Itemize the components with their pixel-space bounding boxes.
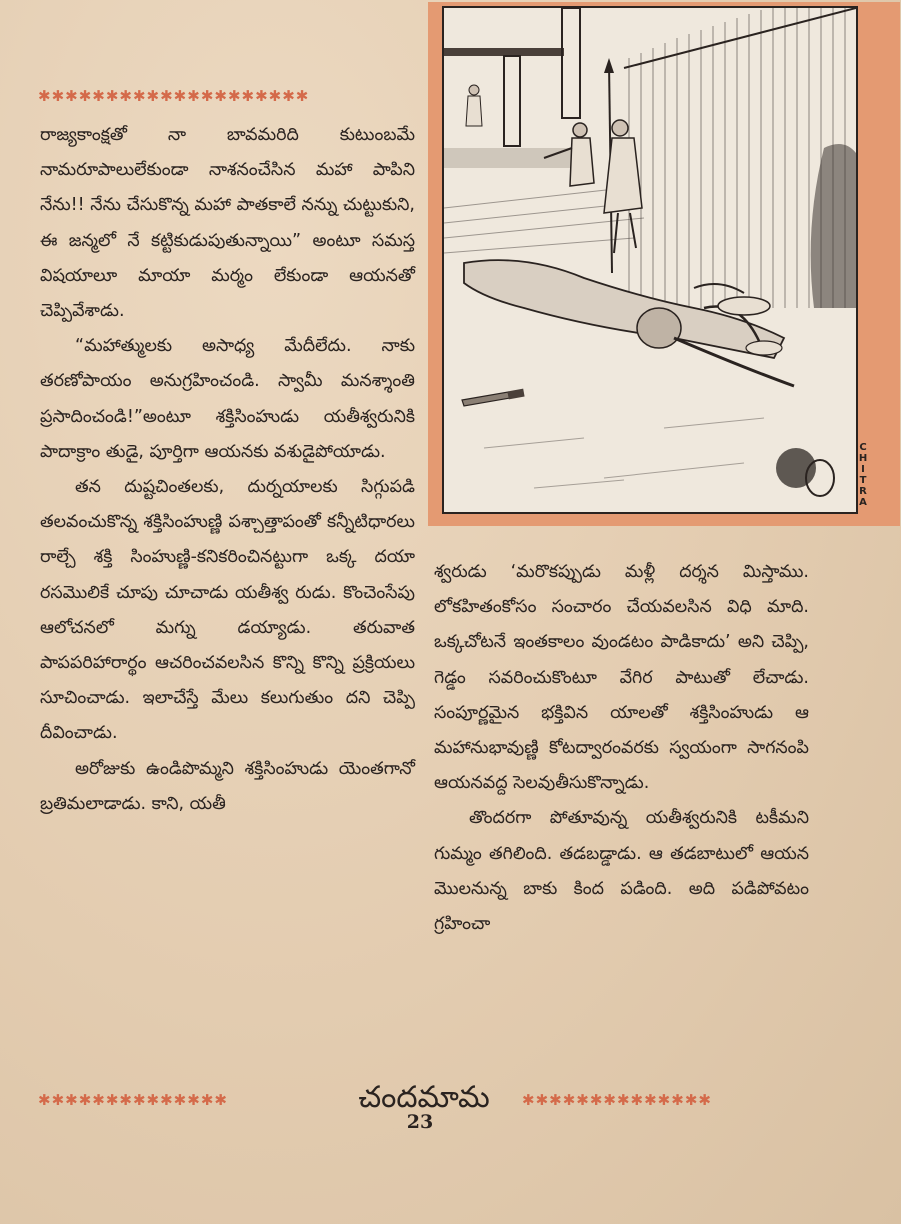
- paragraph: రాజ్యకాంక్షతో నా బావమరిది కుటుంబమే నామరూపాలులేకుండా నాశనంచేసిన మహా పాపిని నేను!! నేను చేసుకొన్న మహా పాతకాలే నన్ను చుట్టుకుని, ఈ జన్మలో నే కట్టికుడుపుతున్నాయి” అంటూ సమస్త విషయాలూ మాయా మర్మం లేకుండా ఆయనతో చెప్పివేశాడు.: [40, 125, 415, 322]
- top-decorative-border: ✱✱✱✱✱✱✱✱✱✱✱✱✱✱✱✱✱✱✱✱: [38, 87, 310, 105]
- paragraph: తొందరగా పోతూవున్న యతీశ్వరునికి టకీమని గుమ్మం తగిలింది. తడబడ్డాడు. ఆ తడబాటులో ఆయన మొలనున్న బాకు కింద పడింది. అది పడిపోవటం గ్రహించా: [434, 808, 809, 935]
- paragraph: “మహాత్ములకు అసాధ్య మేదీలేదు. నాకు తరణోపాయం అనుగ్రహించండి. స్వామీ మనశ్శాంతి ప్రసాదించండి!”అంటూ శక్తిసింహుడు యతీశ్వరునికి పాదాక్రాం తుడై, పూర్తిగా ఆయనకు వశుడైపోయాడు.: [40, 336, 415, 462]
- paragraph: అరోజుకు ఉండిపొమ్మని శక్తిసింహుడు యెంతగానో బ్రతిమలాడాడు. కాని, యతీ: [40, 758, 415, 814]
- footer-decorative-border-left: ✱✱✱✱✱✱✱✱✱✱✱✱✱✱: [38, 1091, 228, 1109]
- illustration-drawing: [444, 8, 856, 512]
- magazine-title: చందమామ: [358, 1080, 490, 1115]
- left-text-column: [40, 118, 415, 822]
- illustrator-signature: C H I T R A: [858, 442, 868, 508]
- right-text-column: [434, 555, 809, 942]
- illustration: [442, 6, 858, 514]
- footer-decorative-border-right: ✱✱✱✱✱✱✱✱✱✱✱✱✱✱: [522, 1091, 712, 1109]
- paragraph: తన దుష్టచింతలకు, దుర్నయాలకు సిగ్గుపడి తలవంచుకొన్న శక్తిసింహుణ్ణి పశ్చాత్తాపంతో కన్నీటిధారలు రాల్చే శక్తి సింహుణ్ణి-కనికరించినట్టుగా ఒక్క దయా రసమొలికే చూపు చూచాడు యతీశ్వ రుడు. కొంచెంసేపు ఆలోచనలో మగ్ను డయ్యాడు. తరువాత పాపపరిహారార్థం ఆచరించవలసిన కొన్ని కొన్ని ప్రక్రియలు సూచించాడు. ఇలాచేస్తే మేలు కలుగుతుం దని చెప్పి దీవించాడు.: [40, 477, 415, 744]
- page-number: 23: [406, 1111, 434, 1133]
- paragraph: శ్వరుడు ‘మరొకప్పుడు మళ్లీ దర్శన మిస్తాము. లోకహితంకోసం సంచారం చేయవలసిన విధి మాది. ఒక్కచోటనే ఇంతకాలం వుండటం పాడికాదు’ అని చెప్పి, గెడ్డం సవరించుకొంటూ వేగిర పాటుతో లేచాడు. సంపూర్ణమైన భక్తివిన యాలతో శక్తిసింహుడు ఆ మహానుభావుణ్ణి కోటద్వారంవరకు స్వయంగా సాగనంపి ఆయనవద్ద సెలవుతీసుకొన్నాడు.: [434, 562, 809, 794]
